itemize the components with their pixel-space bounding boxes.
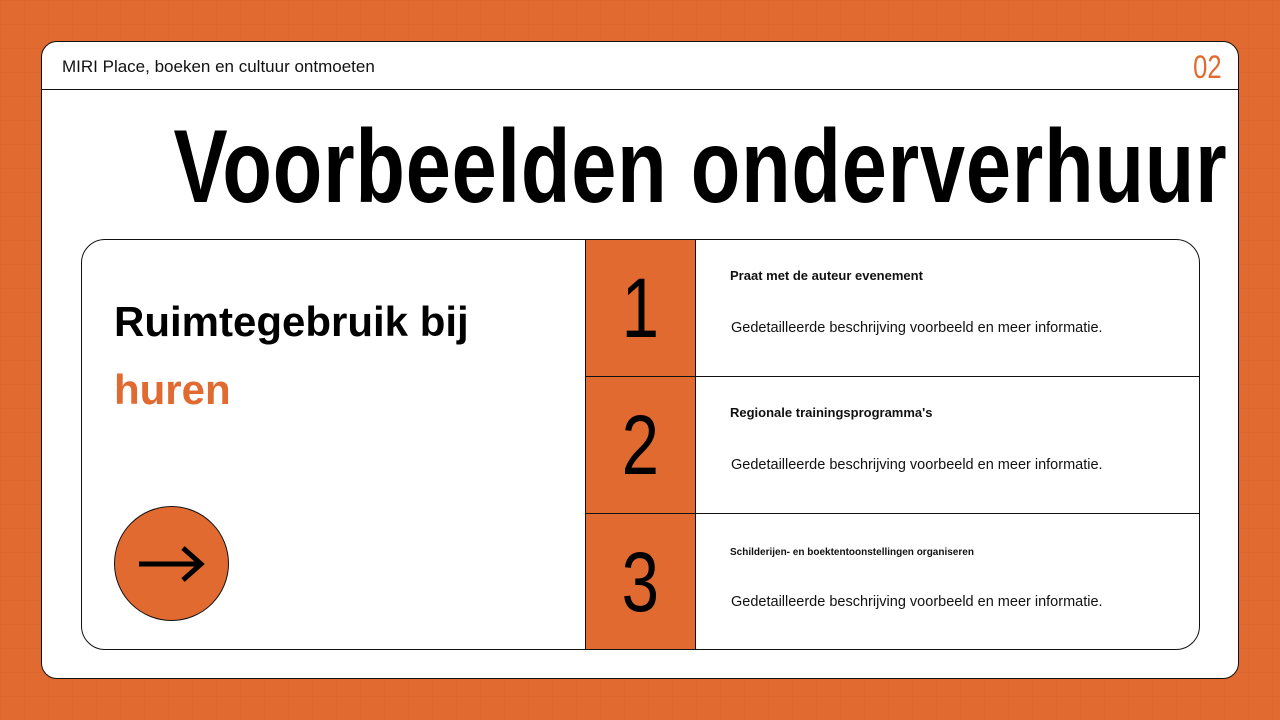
item-number: 1	[586, 240, 696, 376]
heading-line-1: Ruimtegebruik bij	[114, 298, 469, 345]
item-title: Praat met de auteur evenement	[730, 268, 923, 283]
arrow-right-icon	[137, 544, 207, 584]
next-button[interactable]	[114, 506, 229, 621]
content-box	[81, 239, 1200, 650]
slide-header	[42, 42, 1238, 90]
header-title: MIRI Place, boeken en cultuur ontmoeten	[62, 57, 375, 76]
list-item	[586, 377, 1199, 514]
left-heading	[114, 288, 469, 424]
list-item	[586, 514, 1199, 650]
list-item	[586, 240, 1199, 377]
page-number: 02	[1193, 49, 1222, 85]
page-title: Voorbeelden onderverhuur	[173, 109, 1228, 225]
item-description: Gedetailleerde beschrijving voorbeeld en meer informatie.	[731, 320, 1103, 336]
examples-list	[585, 240, 1199, 649]
item-description: Gedetailleerde beschrijving voorbeeld en meer informatie.	[731, 457, 1103, 473]
item-description: Gedetailleerde beschrijving voorbeeld en meer informatie.	[731, 594, 1103, 610]
item-number: 3	[586, 514, 696, 650]
item-title: Regionale trainingsprogramma's	[730, 405, 933, 420]
item-number: 2	[586, 377, 696, 513]
slide-card	[41, 41, 1239, 679]
item-title: Schilderijen- en boektentoonstellingen organiseren	[730, 547, 974, 558]
heading-line-2: huren	[114, 366, 231, 413]
